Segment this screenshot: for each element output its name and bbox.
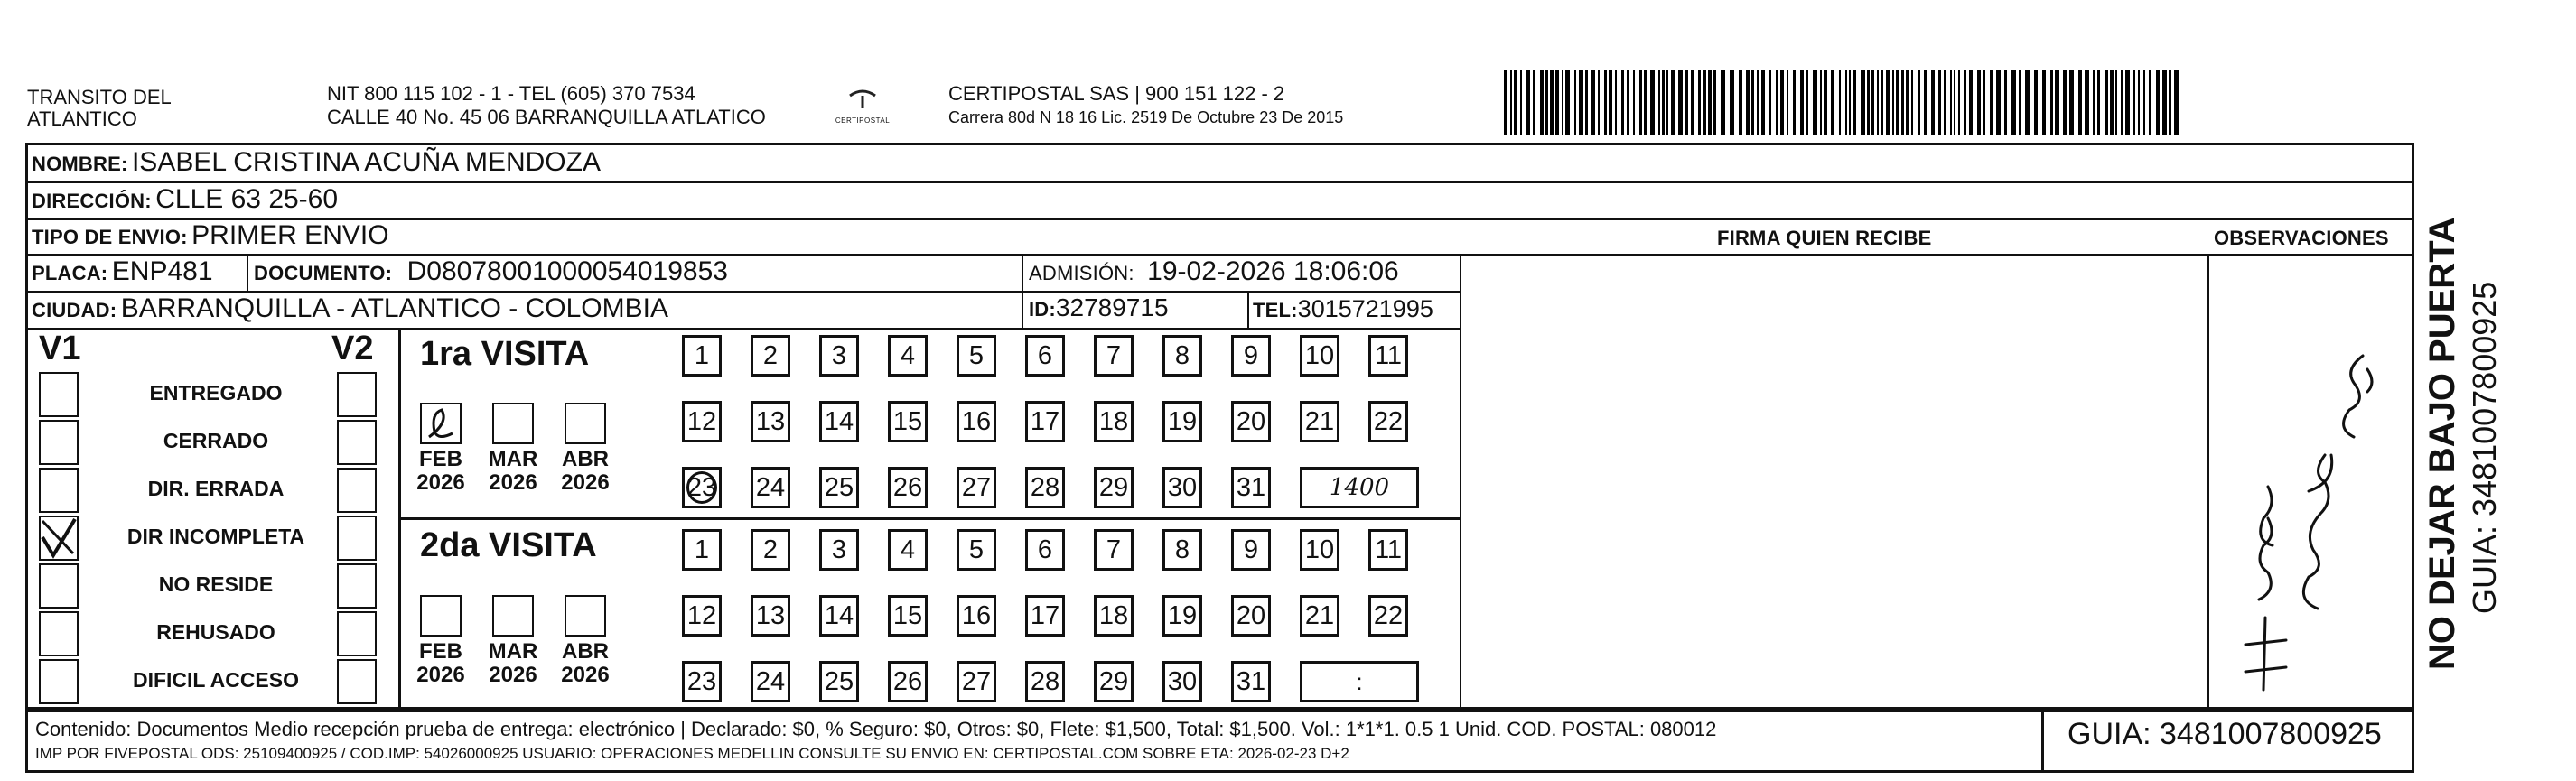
first-visit-day-24[interactable] <box>751 467 790 508</box>
day-number: 28 <box>1030 472 1060 502</box>
day-number: 18 <box>1098 406 1129 436</box>
day-number: 30 <box>1167 666 1198 696</box>
month-name: MAR <box>488 639 538 664</box>
tipo-envio-label: TIPO DE ENVIO: <box>32 226 188 248</box>
no-dejar-bajo-puerta: NO DEJAR BAJO PUERTA <box>2422 217 2462 670</box>
first-visit-day-16[interactable] <box>957 401 996 442</box>
id-value: 32789715 <box>1055 293 1169 321</box>
nombre-field <box>32 147 601 178</box>
placa-field <box>32 256 213 287</box>
second-visit-day-5[interactable] <box>957 529 996 571</box>
second-visit-day-20[interactable] <box>1231 595 1271 637</box>
v1-checkbox-no-reside[interactable] <box>39 563 79 609</box>
second-visit-month-label-feb <box>409 640 472 687</box>
direccion-field <box>32 184 338 215</box>
first-visit-day-11[interactable] <box>1368 335 1408 377</box>
month-name: ABR <box>562 447 609 471</box>
second-visit-day-7[interactable] <box>1094 529 1134 571</box>
day-number: 15 <box>892 406 923 436</box>
second-visit-day-14[interactable] <box>819 595 859 637</box>
day-number: 21 <box>1304 406 1335 436</box>
id-label: ID: <box>1029 298 1056 321</box>
second-visit-day-24[interactable] <box>751 661 790 702</box>
day-number: 14 <box>824 600 854 630</box>
second-visit-day-6[interactable] <box>1025 529 1065 571</box>
first-visit-month-checkbox-abr[interactable] <box>565 403 606 444</box>
first-visit-day-6[interactable] <box>1025 335 1065 377</box>
day-number: 16 <box>961 406 992 436</box>
status-label-cerrado: CERRADO <box>163 429 269 452</box>
ciudad-value: BARRANQUILLA - ATLANTICO - COLOMBIA <box>120 293 668 323</box>
first-visit-month-checkbox-mar[interactable] <box>492 403 534 444</box>
second-visit-day-12[interactable] <box>682 595 722 637</box>
second-visit-month-checkbox-mar[interactable] <box>492 595 534 637</box>
day-number: 14 <box>824 406 854 436</box>
day-number: 31 <box>1236 472 1266 502</box>
first-visit-day-21[interactable] <box>1300 401 1339 442</box>
v1-checkbox-dir-incompleta[interactable] <box>39 516 79 561</box>
day-number: 7 <box>1106 340 1122 370</box>
day-number: 3 <box>831 535 847 564</box>
second-visit-day-23[interactable] <box>682 661 722 702</box>
circle-mark-icon <box>686 471 717 504</box>
second-visit-day-2[interactable] <box>751 529 790 571</box>
first-visit-day-25[interactable] <box>819 467 859 508</box>
footer-imp-line: IMP POR FIVEPOSTAL ODS: 25109400925 / COD.IMP: 54026000925 USUARIO: OPERACIONES MEDELLIN CONSULTE SU ENVIO EN: CERTIPOSTAL.COM SOBRE ETA: 2026-02-23 D+2 <box>35 745 1349 762</box>
day-number: 23 <box>686 472 717 502</box>
second-visit-day-22[interactable] <box>1368 595 1408 637</box>
footer-content-line: Contenido: Documentos Medio recepción prueba de entrega: electrónico | Declarado: $0, % Seguro: $0, Otros: $0, Flete: $1,500, Total: $1,500. Vol.: 1*1*1. 0.5 1 Unid. COD. POSTAL: 080012 <box>35 718 1717 740</box>
admision-field <box>1029 256 1399 287</box>
second-visit-day-19[interactable] <box>1162 595 1202 637</box>
second-visit-day-27[interactable] <box>957 661 996 702</box>
second-visit-day-28[interactable] <box>1025 661 1065 702</box>
first-visit-day-14[interactable] <box>819 401 859 442</box>
nombre-label: NOMBRE: <box>32 153 128 175</box>
v1-checkbox-cerrado[interactable] <box>39 420 79 465</box>
tipo-envio-value: PRIMER ENVIO <box>191 220 389 250</box>
day-number: 22 <box>1373 406 1404 436</box>
day-number: 8 <box>1174 535 1190 564</box>
day-number: 27 <box>961 472 992 502</box>
day-number: 18 <box>1098 600 1129 630</box>
month-year: 2026 <box>561 470 610 495</box>
second-visit-day-17[interactable] <box>1025 595 1065 637</box>
status-label-rehusado: REHUSADO <box>156 620 275 644</box>
ciudad-label: CIUDAD: <box>32 299 117 321</box>
day-number: 31 <box>1236 666 1266 696</box>
first-visit-day-29[interactable] <box>1094 467 1134 508</box>
first-visit-day-8[interactable] <box>1162 335 1202 377</box>
v1-checkbox-dir-errada[interactable] <box>39 468 79 513</box>
first-visit-day-20[interactable] <box>1231 401 1271 442</box>
day-number: 1 <box>694 340 710 370</box>
certipostal-logo <box>822 87 903 125</box>
nombre-value: ISABEL CRISTINA ACUÑA MENDOZA <box>131 147 601 177</box>
issuer-contact <box>327 83 766 128</box>
day-number: 9 <box>1243 340 1259 370</box>
day-number: 10 <box>1304 535 1335 564</box>
day-number: 22 <box>1373 600 1404 630</box>
second-visit-day-3[interactable] <box>819 529 859 571</box>
second-visit-day-18[interactable] <box>1094 595 1134 637</box>
day-number: 3 <box>831 340 847 370</box>
guia-box-text: GUIA: 3481007800925 <box>2067 717 2382 751</box>
admision-label: ADMISIÓN: <box>1029 262 1134 284</box>
v2-checkbox-dir-errada[interactable] <box>337 468 377 513</box>
day-number: 11 <box>1374 340 1403 370</box>
first-visit-day-9[interactable] <box>1231 335 1271 377</box>
day-number: 29 <box>1098 472 1129 502</box>
second-visit-day-13[interactable] <box>751 595 790 637</box>
second-visit-month-label-mar <box>481 640 545 687</box>
first-visit-month-label-abr <box>554 448 617 495</box>
day-number: 29 <box>1098 666 1129 696</box>
second-visit-day-29[interactable] <box>1094 661 1134 702</box>
tel-label: TEL: <box>1253 299 1298 321</box>
first-visit-day-19[interactable] <box>1162 401 1202 442</box>
second-visit-day-9[interactable] <box>1231 529 1271 571</box>
placa-value: ENP481 <box>111 256 213 286</box>
tipo-envio-field <box>32 220 389 251</box>
logo-icon <box>845 87 881 112</box>
v2-header: V2 <box>331 330 374 367</box>
first-visit-day-26[interactable] <box>888 467 928 508</box>
first-visit-day-28[interactable] <box>1025 467 1065 508</box>
first-visit-day-5[interactable] <box>957 335 996 377</box>
nit-line: NIT 800 115 102 - 1 - TEL (605) 370 7534 <box>327 82 695 105</box>
day-number: 4 <box>900 535 916 564</box>
time-value: : <box>1356 667 1363 695</box>
day-number: 20 <box>1236 406 1266 436</box>
documento-value: D08078001000054019853 <box>406 256 728 286</box>
second-visit-day-26[interactable] <box>888 661 928 702</box>
second-visit-day-15[interactable] <box>888 595 928 637</box>
second-visit-day-8[interactable] <box>1162 529 1202 571</box>
status-label-dir-errada: DIR. ERRADA <box>147 477 285 500</box>
v2-checkbox-dificil-acceso[interactable] <box>337 659 377 704</box>
first-visit-day-23[interactable] <box>682 467 722 508</box>
first-visit-month-label-mar <box>481 448 545 495</box>
second-visit-day-10[interactable] <box>1300 529 1339 571</box>
status-label-no-reside: NO RESIDE <box>158 572 274 596</box>
tel-value: 3015721995 <box>1297 295 1433 322</box>
issuer-name <box>27 87 172 130</box>
day-number: 12 <box>686 600 717 630</box>
v1-header: V1 <box>39 330 81 367</box>
day-number: 6 <box>1037 535 1053 564</box>
day-number: 27 <box>961 666 992 696</box>
handwritten-mark-icon <box>422 404 460 442</box>
second-visit-month-label-abr <box>554 640 617 687</box>
month-name: FEB <box>419 447 462 471</box>
check-mark-icon <box>41 517 77 559</box>
first-visit-day-3[interactable] <box>819 335 859 377</box>
second-visit-month-checkbox-feb[interactable] <box>420 595 462 637</box>
first-visit-day-2[interactable] <box>751 335 790 377</box>
day-number: 5 <box>968 340 985 370</box>
direccion-value: CLLE 63 25-60 <box>155 184 339 214</box>
second-visit-day-1[interactable] <box>682 529 722 571</box>
tel-field <box>1253 295 1433 323</box>
license-line: Carrera 80d N 18 16 Lic. 2519 De Octubre 23 De 2015 <box>948 108 1344 126</box>
day-number: 1 <box>694 535 710 564</box>
observaciones-area[interactable] <box>2209 256 2413 708</box>
first-visit-day-12[interactable] <box>682 401 722 442</box>
month-year: 2026 <box>489 470 537 495</box>
status-label-entregado: ENTREGADO <box>149 381 283 404</box>
day-number: 6 <box>1037 340 1053 370</box>
first-visit-day-10[interactable] <box>1300 335 1339 377</box>
time-value: 1400 <box>1329 474 1390 501</box>
first-visit-time-box[interactable] <box>1300 467 1419 508</box>
day-number: 5 <box>968 535 985 564</box>
day-number: 17 <box>1030 600 1060 630</box>
day-number: 30 <box>1167 472 1198 502</box>
issuer-line-1: TRANSITO DEL <box>27 86 172 108</box>
address-line: CALLE 40 No. 45 06 BARRANQUILLA ATLATICO <box>327 106 766 128</box>
first-visit-day-7[interactable] <box>1094 335 1134 377</box>
day-number: 26 <box>892 666 923 696</box>
day-number: 10 <box>1304 340 1335 370</box>
issuer-line-2: ATLANTICO <box>27 107 137 130</box>
first-visit-month-label-feb <box>409 448 472 495</box>
second-visit-day-21[interactable] <box>1300 595 1339 637</box>
v2-checkbox-no-reside[interactable] <box>337 563 377 609</box>
day-number: 8 <box>1174 340 1190 370</box>
first-visit-day-4[interactable] <box>888 335 928 377</box>
firma-header: FIRMA QUIEN RECIBE <box>1717 227 1932 249</box>
second-visit-title: 2da VISITA <box>420 526 597 564</box>
first-visit-day-15[interactable] <box>888 401 928 442</box>
day-number: 26 <box>892 472 923 502</box>
month-year: 2026 <box>489 663 537 687</box>
day-number: 24 <box>755 472 786 502</box>
month-name: ABR <box>562 639 609 664</box>
day-number: 25 <box>824 666 854 696</box>
v1-checkbox-entregado[interactable] <box>39 372 79 417</box>
signature-area[interactable] <box>1464 256 2205 708</box>
month-name: MAR <box>488 447 538 471</box>
day-number: 19 <box>1167 600 1198 630</box>
second-visit-day-11[interactable] <box>1368 529 1408 571</box>
v2-checkbox-rehusado[interactable] <box>337 611 377 656</box>
day-number: 4 <box>900 340 916 370</box>
month-year: 2026 <box>561 663 610 687</box>
v1-checkbox-rehusado[interactable] <box>39 611 79 656</box>
first-visit-day-1[interactable] <box>682 335 722 377</box>
second-visit-day-25[interactable] <box>819 661 859 702</box>
first-visit-day-13[interactable] <box>751 401 790 442</box>
first-visit-title: 1ra VISITA <box>420 335 590 373</box>
observaciones-header: OBSERVACIONES <box>2214 227 2389 249</box>
day-number: 11 <box>1374 535 1403 564</box>
month-name: FEB <box>419 639 462 664</box>
day-number: 9 <box>1243 535 1259 564</box>
month-year: 2026 <box>416 470 465 495</box>
day-number: 28 <box>1030 666 1060 696</box>
direccion-label: DIRECCIÓN: <box>32 190 152 212</box>
second-visit-time-box[interactable] <box>1300 661 1419 702</box>
second-visit-day-30[interactable] <box>1162 661 1202 702</box>
status-label-dificil-acceso: DIFICIL ACCESO <box>132 668 299 692</box>
day-number: 13 <box>755 406 786 436</box>
day-number: 17 <box>1030 406 1060 436</box>
day-number: 7 <box>1106 535 1122 564</box>
ciudad-field <box>32 293 668 324</box>
day-number: 19 <box>1167 406 1198 436</box>
second-visit-day-16[interactable] <box>957 595 996 637</box>
day-number: 13 <box>755 600 786 630</box>
first-visit-month-checkbox-feb[interactable] <box>420 403 462 444</box>
second-visit-month-checkbox-abr[interactable] <box>565 595 606 637</box>
second-visit-day-4[interactable] <box>888 529 928 571</box>
day-number: 25 <box>824 472 854 502</box>
day-number: 21 <box>1304 600 1335 630</box>
day-number: 12 <box>686 406 717 436</box>
footer-divider <box>2041 708 2044 773</box>
day-number: 16 <box>961 600 992 630</box>
first-visit-day-17[interactable] <box>1025 401 1065 442</box>
v2-checkbox-dir-incompleta[interactable] <box>337 516 377 561</box>
second-visit-day-31[interactable] <box>1231 661 1271 702</box>
side-guia: GUIA: 3481007800925 <box>2466 281 2503 614</box>
logo-text: CERTIPOSTAL <box>835 116 891 125</box>
company-info <box>948 83 1343 126</box>
day-number: 2 <box>762 535 779 564</box>
documento-field <box>254 256 728 287</box>
v2-checkbox-entregado[interactable] <box>337 372 377 417</box>
first-visit-day-31[interactable] <box>1231 467 1271 508</box>
first-visit-day-27[interactable] <box>957 467 996 508</box>
day-number: 20 <box>1236 600 1266 630</box>
id-field <box>1029 293 1169 322</box>
admision-value: 19-02-2026 18:06:06 <box>1147 256 1399 286</box>
first-visit-day-22[interactable] <box>1368 401 1408 442</box>
day-number: 15 <box>892 600 923 630</box>
v1-checkbox-dificil-acceso[interactable] <box>39 659 79 704</box>
status-label-dir-incompleta: DIR INCOMPLETA <box>126 525 305 548</box>
day-number: 2 <box>762 340 779 370</box>
company-line: CERTIPOSTAL SAS | 900 151 122 - 2 <box>948 82 1285 105</box>
documento-label: DOCUMENTO: <box>254 262 393 284</box>
month-year: 2026 <box>416 663 465 687</box>
handwritten-observation <box>2209 256 2413 708</box>
footer-frame <box>25 708 2414 773</box>
first-visit-day-30[interactable] <box>1162 467 1202 508</box>
first-visit-day-18[interactable] <box>1094 401 1134 442</box>
day-number: 23 <box>686 666 717 696</box>
placa-label: PLACA: <box>32 262 108 284</box>
day-number: 24 <box>755 666 786 696</box>
barcode <box>1504 70 2181 135</box>
v2-checkbox-cerrado[interactable] <box>337 420 377 465</box>
